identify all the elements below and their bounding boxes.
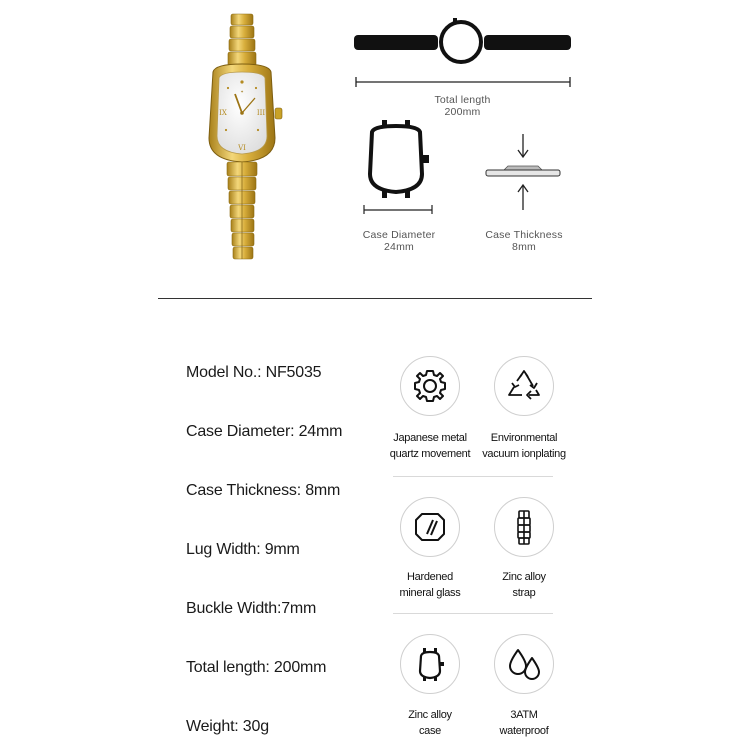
spec-case-diameter: Case Diameter: 24mm xyxy=(186,423,343,440)
section-divider xyxy=(158,298,592,299)
feature-label-movement: Japanese metal quartz movement xyxy=(389,432,471,460)
strap-icon xyxy=(494,497,554,557)
gear-icon xyxy=(400,356,460,416)
glass-icon xyxy=(400,497,460,557)
feature-separator xyxy=(393,613,553,614)
svg-text:VI: VI xyxy=(238,144,246,152)
svg-text:III: III xyxy=(256,109,266,117)
feature-label-ionplating: Environmental vacuum ionplating xyxy=(482,432,566,460)
svg-text:IX: IX xyxy=(219,109,227,117)
spec-buckle-width: Buckle Width:7mm xyxy=(186,600,317,617)
total-length-label: Total length 200mm xyxy=(434,94,491,118)
spec-model-number: Model No.: NF5035 xyxy=(186,364,322,381)
water-drops-icon xyxy=(494,634,554,694)
recycle-icon xyxy=(494,356,554,416)
spec-weight: Weight: 30g xyxy=(186,718,269,735)
spec-total-length: Total length: 200mm xyxy=(186,659,327,676)
spec-lug-width: Lug Width: 9mm xyxy=(186,541,300,558)
feature-label-strap: Zinc alloy strap xyxy=(502,571,546,599)
feature-separator xyxy=(393,476,553,477)
spec-case-thickness: Case Thickness: 8mm xyxy=(186,482,341,499)
watch-case-icon xyxy=(400,634,460,694)
watch-product-image xyxy=(195,10,300,265)
case-thickness-diagram xyxy=(478,130,568,216)
feature-label-glass: Hardened mineral glass xyxy=(399,571,461,599)
svg-text:✦: ✦ xyxy=(240,89,244,94)
case-diameter-label: Case Diameter 24mm xyxy=(362,229,436,253)
total-length-diagram xyxy=(350,15,575,95)
case-thickness-label: Case Thickness 8mm xyxy=(485,229,563,253)
feature-label-waterproof: 3ATM waterproof xyxy=(499,709,549,737)
case-diameter-diagram xyxy=(358,118,438,216)
feature-label-case: Zinc alloy case xyxy=(408,709,452,737)
